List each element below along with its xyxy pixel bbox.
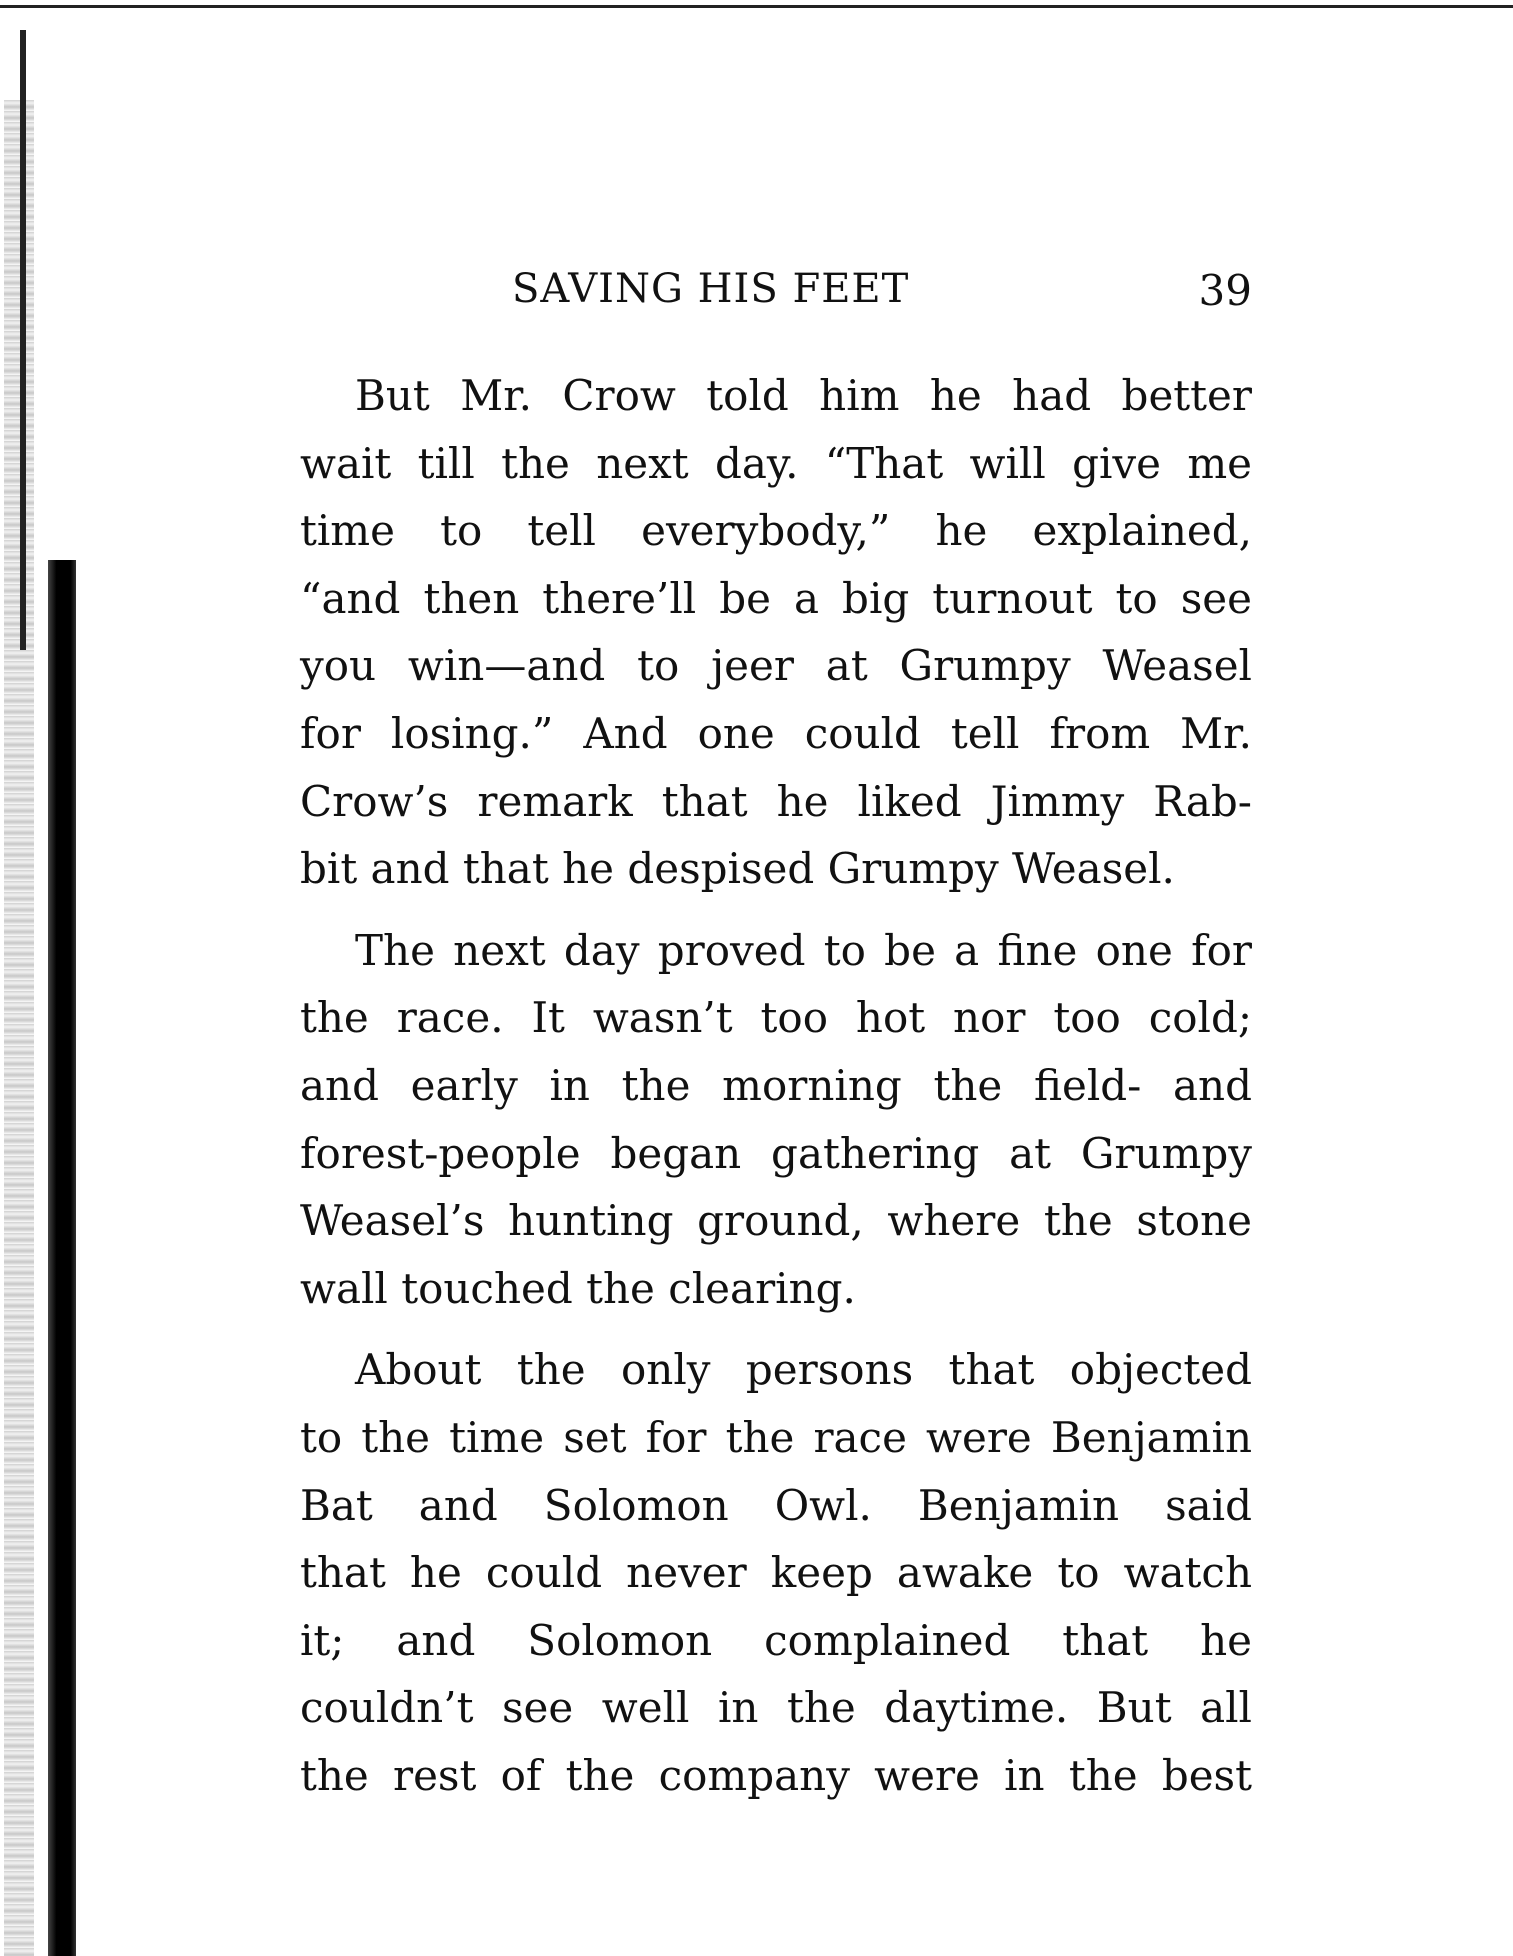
text-line: and early in the morning the field- and xyxy=(300,1060,1252,1110)
text-line: it; and Solomon complained that he xyxy=(300,1615,1252,1665)
text-line: couldn’t see well in the daytime. But all xyxy=(300,1683,1252,1733)
text-line: you win—and to jeer at Grumpy Weasel xyxy=(300,641,1252,691)
text-line: “and then there’ll be a big turnout to see xyxy=(300,573,1252,623)
text-line: The next day proved to be a fine one for xyxy=(355,925,1252,975)
text-line: But Mr. Crow told him he had better xyxy=(355,371,1252,420)
text-line: Weasel’s hunting ground, where the stone xyxy=(300,1196,1252,1246)
book-binding-edge xyxy=(0,0,85,1956)
text-line: Bat and Solomon Owl. Benjamin said xyxy=(300,1480,1252,1530)
text-line: bit and that he despised Grumpy Weasel. xyxy=(300,844,1175,894)
page-top-rule xyxy=(0,5,1513,8)
running-head xyxy=(300,262,1252,322)
binding-line xyxy=(20,30,26,650)
running-title: SAVING HIS FEET xyxy=(512,266,910,312)
binding-spine xyxy=(48,560,76,1956)
paragraph-2 xyxy=(300,917,1252,1323)
text-line: About the only persons that objected xyxy=(355,1345,1252,1395)
binding-shadow xyxy=(4,100,34,1956)
text-line: the race. It wasn’t too hot nor too cold; xyxy=(300,993,1252,1043)
text-line: Crow’s remark that he liked Jimmy Rab- xyxy=(300,776,1252,826)
text-line: time to tell everybody,” he explained, xyxy=(300,506,1252,556)
text-line: to the time set for the race were Benjamin xyxy=(300,1412,1252,1462)
page-number: 39 xyxy=(1198,266,1252,315)
text-line: wait till the next day. “That will give me xyxy=(300,438,1252,488)
body-text xyxy=(300,362,1252,1823)
paragraph-1 xyxy=(300,362,1252,903)
text-line: that he could never keep awake to watch xyxy=(300,1548,1252,1598)
text-line: for losing.” And one could tell from Mr. xyxy=(300,708,1252,758)
text-line: the rest of the company were in the best xyxy=(300,1750,1252,1800)
paragraph-3 xyxy=(300,1336,1252,1809)
text-line: wall touched the clearing. xyxy=(300,1263,856,1313)
text-line: forest-people began gathering at Grumpy xyxy=(300,1128,1252,1178)
